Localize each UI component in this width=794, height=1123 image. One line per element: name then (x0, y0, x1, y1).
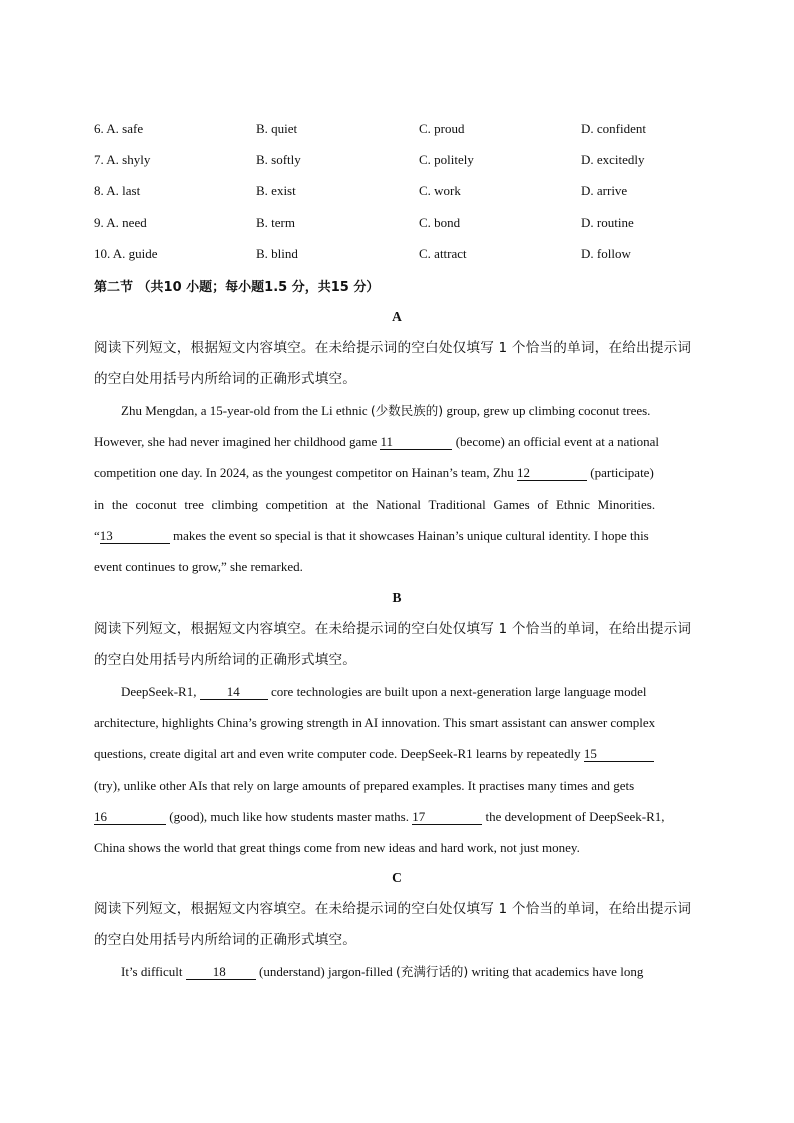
option-d: D. confident (581, 121, 646, 136)
option-row (94, 244, 714, 275)
text-line: event continues to grow,” she remarked. (94, 559, 303, 575)
passage-b-text (94, 676, 700, 863)
blank-14[interactable]: 14 (200, 684, 268, 700)
text-line: However, she had never imagined her childhood game 11 (become) an official event at a national (94, 434, 660, 450)
text-line: competition one day. In 2024, as the youngest competitor on Hainan’s team, Zhu 12 (participate) (94, 465, 654, 481)
text-line: It’s difficult 18 (understand) jargon-filled (充满行话的) writing that academics have long (121, 964, 644, 979)
chinese-gloss: (少数民族的) (370, 403, 444, 418)
option-c: C. attract (419, 245, 467, 261)
passage-b-heading: B (392, 590, 402, 605)
passage-a-text (94, 395, 700, 582)
multiple-choice-options (94, 119, 714, 275)
instruction-line: 阅读下列短文，根据短文内容填空。在未给提示词的空白处仅填写 1 个恰当的单词，在给出提示词 (94, 621, 692, 637)
text-line: “13 makes the event so special is that it showcases Hainan’s unique cultural identity. I hope this (94, 527, 649, 543)
text-line: (try), unlike other AIs that rely on large amounts of prepared examples. It practises many times and gets (94, 777, 635, 793)
option-b: B. term (256, 214, 295, 230)
blank-15[interactable]: 15 (584, 746, 654, 762)
passage-c-instruction (94, 894, 700, 956)
text-line: China shows the world that great things come from new ideas and hard work, not just money. (94, 840, 580, 856)
option-d: D. routine (581, 214, 634, 230)
text-line: 16 (good), much like how students master maths. 17 the development of DeepSeek-R1, (94, 808, 665, 824)
option-b: B. softly (256, 152, 301, 168)
blank-12[interactable]: 12 (517, 465, 587, 481)
instruction-line: 阅读下列短文，根据短文内容填空。在未给提示词的空白处仅填写 1 个恰当的单词，在给出提示词 (94, 901, 692, 917)
option-b: B. blind (256, 245, 298, 261)
blank-16[interactable]: 16 (94, 809, 166, 825)
text-line: questions, create digital art and even write computer code. DeepSeek-R1 learns by repeatedly 15 (94, 738, 700, 769)
option-d: D. follow (581, 245, 631, 261)
option-a: 10. A. guide (94, 245, 158, 261)
text-line: Zhu Mengdan, a 15-year-old from the Li ethnic (少数民族的) group, grew up climbing coconut trees. (121, 403, 651, 418)
option-a: 9. A. need (94, 214, 147, 230)
text-line: architecture, highlights China’s growing strength in AI innovation. This smart assistant can answer complex (94, 715, 656, 731)
option-c: C. work (419, 183, 461, 199)
text-line: DeepSeek-R1, 14 core technologies are built upon a next-generation large language model (121, 684, 647, 699)
option-b: B. exist (256, 183, 296, 199)
blank-17[interactable]: 17 (412, 809, 482, 825)
blank-13[interactable]: 13 (100, 528, 170, 544)
option-row (94, 181, 714, 212)
passage-c-text (94, 956, 700, 987)
blank-18[interactable]: 18 (186, 964, 256, 980)
option-a: 7. A. shyly (94, 152, 151, 168)
instruction-line: 的空白处用括号内所给词的正确形式填空。 (94, 652, 357, 668)
blank-11[interactable]: 11 (380, 434, 452, 450)
passage-c-heading: C (392, 870, 402, 885)
option-d: D. excitedly (581, 152, 645, 168)
chinese-gloss: (充满行话的) (395, 964, 469, 979)
option-row (94, 119, 714, 150)
option-a: 6. A. safe (94, 121, 144, 136)
option-a: 8. A. last (94, 183, 141, 199)
option-c: C. proud (419, 121, 465, 136)
instruction-line: 的空白处用括号内所给词的正确形式填空。 (94, 932, 357, 948)
section-title: 第二节 （共10 小题；每小题1.5 分，共15 分） (94, 280, 380, 295)
instruction-line: 阅读下列短文，根据短文内容填空。在未给提示词的空白处仅填写 1 个恰当的单词，在给出提示词 (94, 340, 692, 356)
text-line: in the coconut tree climbing competition at the National Traditional Games of Ethnic Minorities. (94, 496, 656, 512)
instruction-line: 的空白处用括号内所给词的正确形式填空。 (94, 371, 357, 387)
option-d: D. arrive (581, 183, 628, 199)
passage-a-instruction (94, 333, 700, 395)
passage-b-instruction (94, 614, 700, 676)
option-b: B. quiet (256, 121, 298, 136)
passage-a-heading: A (392, 309, 402, 324)
option-row (94, 213, 714, 244)
option-row (94, 150, 714, 181)
option-c: C. bond (419, 214, 461, 230)
option-c: C. politely (419, 152, 474, 168)
